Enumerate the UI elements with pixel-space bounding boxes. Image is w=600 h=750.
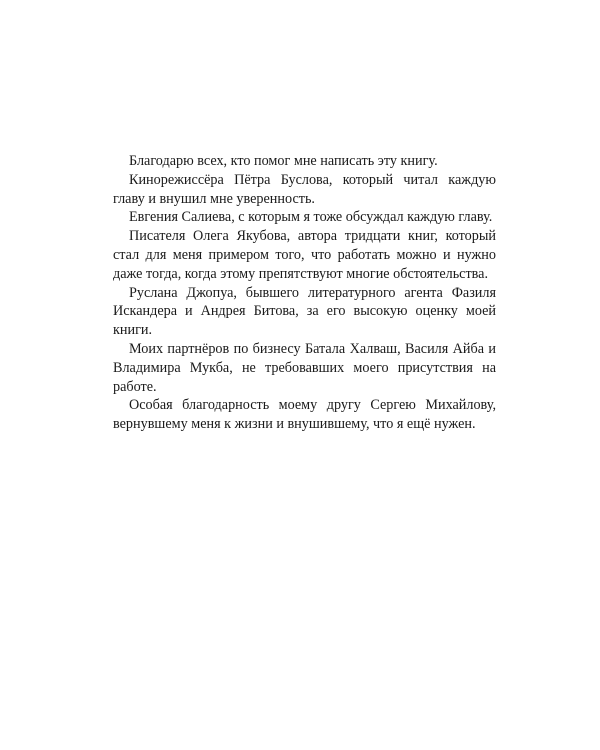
- acknowledgement-special: Особая благодарность моему другу Сергею Михайлову, вернувшему меня к жизни и внушившему, что я ещё нужен.: [113, 397, 496, 433]
- acknowledgement-paragraph: Писателя Олега Якубова, автора тридцати книг, который стал для меня примером того, что работать можно и нужно даже тогда, когда этому препятствуют многие обстоятельства.: [113, 228, 496, 282]
- acknowledgement-intro: Благодарю всех, кто помог мне написать эту книгу.: [129, 153, 438, 169]
- acknowledgements-text: [113, 152, 496, 434]
- acknowledgement-paragraph: Руслана Джопуа, бывшего литературного агента Фазиля Искандера и Андрея Битова, за его высокую оценку моей книги.: [113, 284, 496, 339]
- acknowledgement-paragraph: Кинорежиссёра Пётра Буслова, который читал каждую главу и внушил мне уверенность.: [113, 171, 496, 207]
- acknowledgement-paragraph: Моих партнёров по бизнесу Батала Халваш, Василя Айба и Владимира Мукба, не требовавших моего присутствия на работе.: [113, 340, 496, 395]
- acknowledgement-paragraph: Евгения Салиева, с которым я тоже обсуждал каждую главу.: [129, 209, 493, 226]
